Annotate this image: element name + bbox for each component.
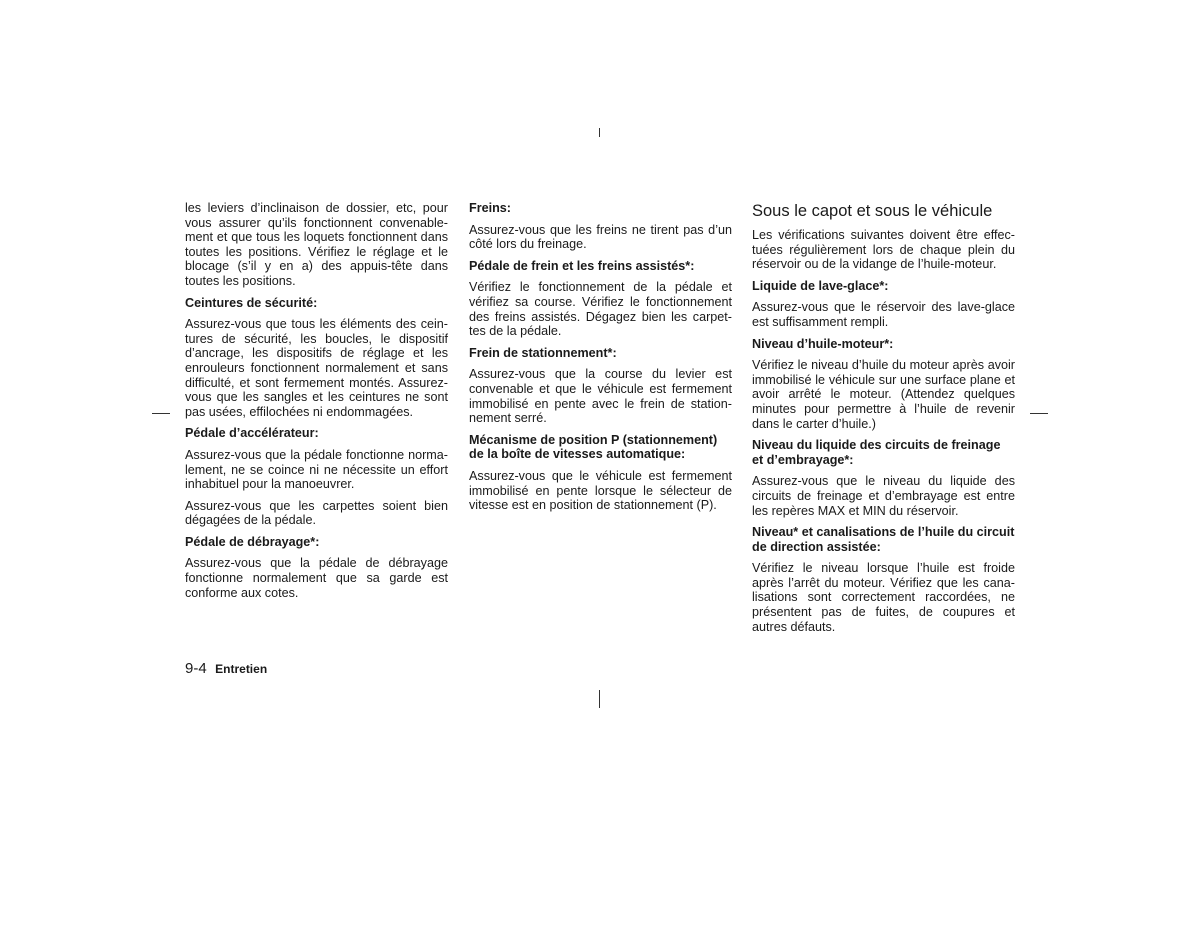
paragraph-floor-mats: Assurez-vous que les carpettes soient bien dégagées de la pédale. (185, 498, 448, 528)
column-left (185, 201, 448, 607)
paragraph-accelerator-pedal: Assurez-vous que la pédale fonctionne norma-lement, ne se coince ni ne nécessite un effort inhabituel pour la manoeuvrer. (185, 447, 448, 492)
left-crop-mark (152, 413, 170, 414)
heading-clutch-pedal: Pédale de débrayage*: (185, 534, 320, 549)
paragraph-brake-pedal: Vérifiez le fonctionnement de la pédale et vérifiez sa course. Vérifiez le fonctionnement des freins assistés. Dégagez bien les carpet-tes de la pédale. (469, 280, 732, 339)
right-crop-mark (1030, 413, 1048, 414)
paragraph-intro: Les vérifications suivantes doivent être effec-tuées régulièrement lors de chaque plein du réservoir ou de la vidange de l’huile-moteur. (752, 228, 1015, 272)
heading-engine-oil: Niveau d’huile-moteur*: (752, 336, 894, 351)
top-center-crop-mark (599, 128, 600, 137)
paragraph-engine-oil: Vérifiez le niveau d’huile du moteur après avoir immobilisé le véhicule sur une surface plane et avoir arrêté le moteur. (Attendez quelques minutes pour permettre à l’huile de revenir dans le carter d’huile.) (752, 358, 1015, 431)
heading-brakes: Freins: (469, 201, 511, 215)
section-name: Entretien (215, 662, 268, 676)
heading-parking-brake: Frein de stationnement*: (469, 345, 617, 360)
page-number: 9-4 (185, 660, 207, 677)
paragraph-power-steering: Vérifiez le niveau lorsque l’huile est froide après l’arrêt du moteur. Vérifiez que les cana-lisations sont correctement raccordées, ne présentent pas de fuites, de coupures et autres défauts. (752, 561, 1015, 634)
paragraph-park-mechanism: Assurez-vous que le véhicule est fermement immobilisé en pente lorsque le sélecteur de vitesse est en position de stationnement (P). (469, 468, 732, 513)
heading-seat-belts: Ceintures de sécurité: (185, 295, 318, 310)
paragraph-seat-belts: Assurez-vous que tous les éléments des cein-tures de sécurité, les boucles, le dispositif d’ancrage, les dispositifs de réglage et les enrouleurs fonctionnent normalement et sans difficulté, et sont fermement montés. Assurez-vous que les sangles et les ceintures ne sont pas usées, effilochées ni endommagées. (185, 317, 448, 419)
paragraph-clutch-pedal: Assurez-vous que la pédale de débrayage fonctionne normalement que sa garde est conforme aux cotes. (185, 556, 448, 600)
paragraph-washer-fluid: Assurez-vous que le réservoir des lave-glace est suffisamment rempli. (752, 300, 1015, 329)
heading-park-mechanism: Mécanisme de position P (stationnement) de la boîte de vitesses automatique: (469, 432, 718, 462)
heading-brake-pedal: Pédale de frein et les freins assistés*: (469, 258, 695, 273)
heading-power-steering: Niveau* et canalisations de l’huile du circuit de direction assistée: (752, 525, 1015, 554)
heading-brake-clutch-fluid: Niveau du liquide des circuits de freinage et d’embrayage*: (752, 438, 1001, 467)
column-middle (469, 201, 732, 520)
column-right (752, 201, 1015, 641)
paragraph-brake-clutch-fluid: Assurez-vous que le niveau du liquide des circuits de freinage et d’embrayage est entre les repères MAX et MIN du réservoir. (752, 474, 1015, 518)
paragraph-brakes: Assurez-vous que les freins ne tirent pas d’un côté lors du freinage. (469, 222, 732, 252)
paragraph-seat-levers: les leviers d’inclinaison de dossier, etc, pour vous assurer qu’ils fonctionnent convenable-ment et que tous les loquets fonctionnent dans toutes les positions. Vérifiez le réglage et le blocage (s’il y en a) des appuis-tête dans toutes les positions. (185, 201, 448, 288)
heading-washer-fluid: Liquide de lave-glace*: (752, 278, 889, 293)
paragraph-parking-brake: Assurez-vous que la course du levier est convenable et que le véhicule est fermement immobilisé en pente avec le frein de station-nement serré. (469, 367, 732, 426)
bottom-center-crop-mark (599, 690, 600, 708)
page-footer (185, 660, 267, 678)
heading-accelerator-pedal: Pédale d’accélérateur: (185, 426, 319, 441)
section-title: Sous le capot et sous le véhicule (752, 202, 993, 220)
